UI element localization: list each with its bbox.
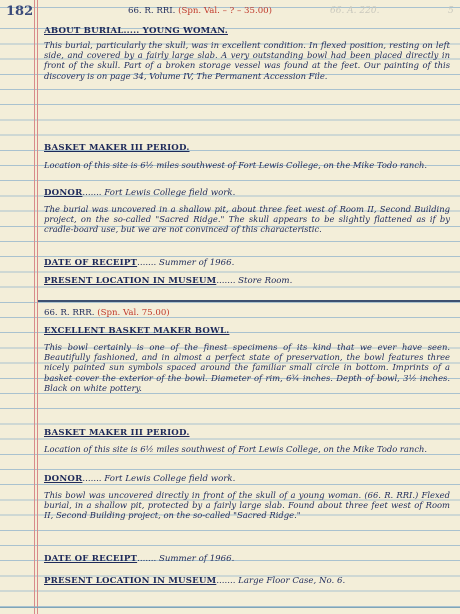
entry1-about-header: ABOUT BURIAL..... YOUNG WOMAN. [44,26,228,36]
entry2-receipt-label: DATE OF RECEIPT [44,554,138,564]
entry1-present-value: ....... Store Room. [216,276,293,286]
entry2-period-header: BASKET MAKER III PERIOD. [44,428,190,438]
entry1-donor-label: DONOR [44,188,83,198]
entry1-receipt-value: ....... Summer of 1966. [137,258,235,268]
page-number: 182 [6,4,34,19]
entry1-location-text: Location of this site is 6½ miles southwest of Fort Lewis College, on the Mike Todo ranch. [44,160,428,170]
entry1-donor-value: ....... Fort Lewis College field work. [82,188,236,198]
entry1-present-line [44,276,452,286]
entry2-receipt-value: ....... Summer of 1966. [137,554,235,564]
entry2-specimen-value: (Spn. Val. 75.00) [97,308,170,318]
entry2-donor-line [44,474,452,484]
entry1-about-text: This burial, particularly the skull, was in excellent condition. In flexed position, resting on left side, and covered by a fairly large slab. A very outstanding bowl had been placed directly in front of the skull. Part of a broken storage vessel was found at the feet. Our painting of this discovery is on page 34, Volume IV, The Permanent Accession File. [44,40,450,81]
entry1-heading [128,6,452,16]
entry2-present-value: ....... Large Floor Case, No. 6. [216,576,346,586]
entry-divider [38,300,460,302]
bleed-through-text: 5 [448,6,454,16]
margin-rule-right [37,0,38,614]
entry1-receipt-line [44,258,452,268]
entry1-specimen-value: (Spn. Val. – ? – 35.00) [178,6,272,16]
entry1-uncovered-text: The burial was uncovered in a shallow pit, about three feet west of Room II, Second Building project, on the so-called "Sacred Ridge." The skull appears to be slightly flattened as if by cradle-board use, but we are not convinced of this characteristic. [44,204,450,235]
entry2-donor-value: ....... Fort Lewis College field work. [82,474,236,484]
entry2-about-text: This bowl certainly is one of the finest specimens of its kind that we ever have seen. Beautifully fashioned, and in almost a perfect state of preservation, the bowl features three nicely painted sun symbols spaced around the familiar small circle in bottom. Imprints of a basket cover the exterior of the bowl. Diameter of rim, 6¾ inches. Depth of bowl, 3½ inches. Black on white pottery. [44,342,450,393]
bleed-through-text: 66. A. 220. [330,6,380,16]
entry2-donor-label: DONOR [44,474,83,484]
entry1-present-label: PRESENT LOCATION IN MUSEUM [44,276,217,286]
entry2-location-text: Location of this site is 6½ miles southwest of Fort Lewis College, on the Mike Todo ranch. [44,444,428,454]
entry2-uncovered-text: This bowl was uncovered directly in front of the skull of a young woman. (66. R. RRI.) Flexed burial, in a shallow pit, protected by a fairly large slab. Found about three feet west of Room II, Second Building project, on the so-called "Sacred Ridge." [44,490,450,521]
margin-rule-left [34,0,35,614]
entry1-receipt-label: DATE OF RECEIPT [44,258,138,268]
page-bottom-rule [0,607,460,608]
entry2-receipt-line [44,554,452,564]
entry2-about-header: EXCELLENT BASKET MAKER BOWL. [44,326,230,336]
entry2-present-label: PRESENT LOCATION IN MUSEUM [44,576,217,586]
entry2-present-line [44,576,452,586]
entry1-period-header: BASKET MAKER III PERIOD. [44,143,190,153]
entry1-catalog-number: 66. R. RRI. [128,6,176,16]
entry2-heading [44,308,452,318]
entry2-catalog-number: 66. R. RRR. [44,308,95,318]
entry1-donor-line [44,188,452,198]
